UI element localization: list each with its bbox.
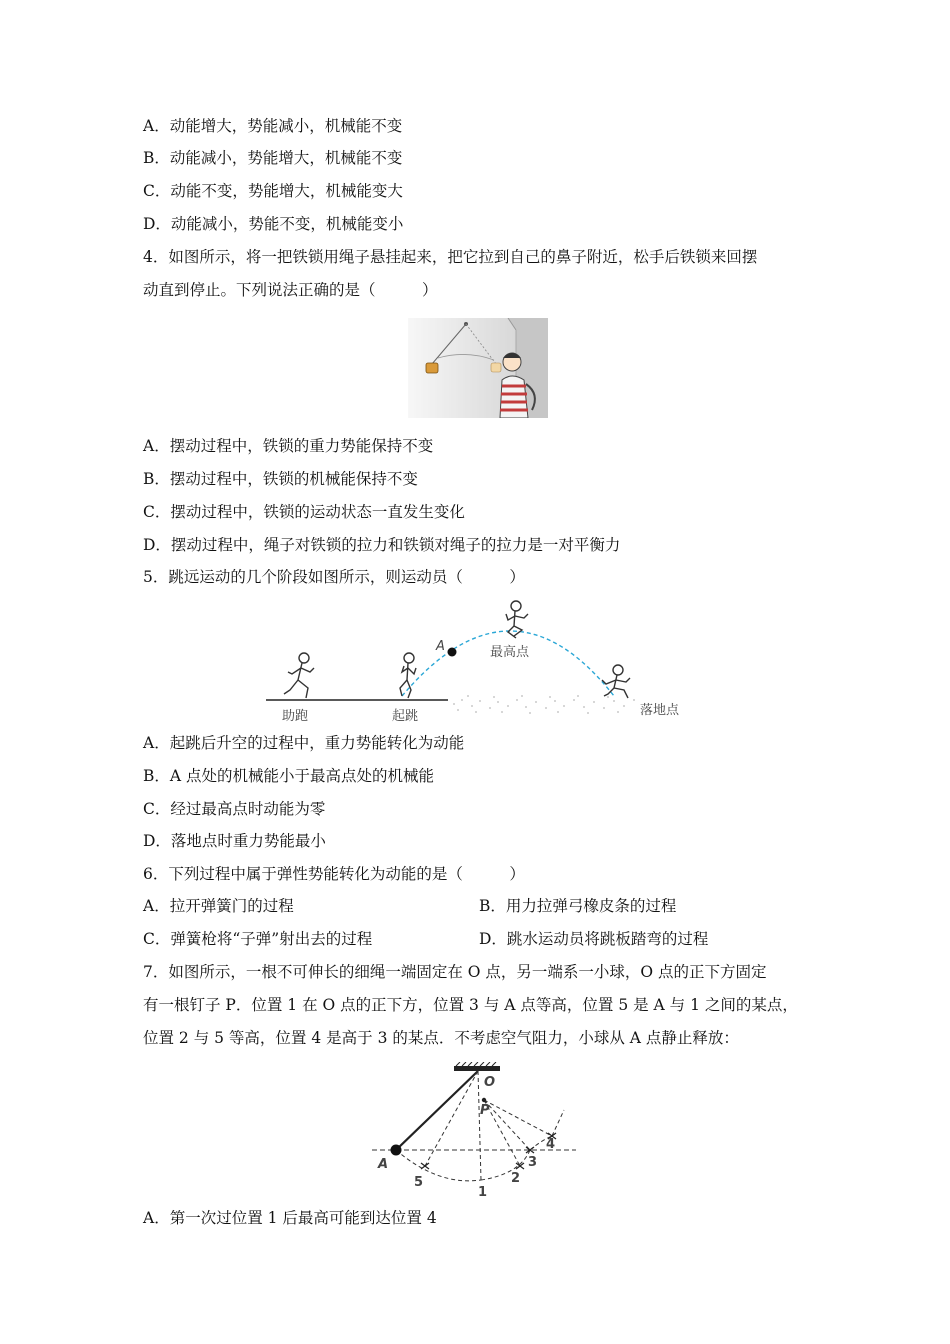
q7-stem-line1: 7．如图所示，一根不可伸长的细绳一端固定在 O 点，另一端系一小球，O 点的正下方固定 (143, 963, 767, 981)
q7-stem-line3: 位置 2 与 5 等高，位置 4 是高于 3 的某点．不考虑空气阻力，小球从 A 点静止释放： (143, 1029, 739, 1047)
q6-stem: 6．下列过程中属于弹性势能转化为动能的是（ ） (143, 865, 525, 883)
q7-label-1: 1 (478, 1185, 488, 1200)
q5-option-a: A．起跳后升空的过程中，重力势能转化为动能 (143, 734, 465, 752)
q5-option-b: B．A 点处的机械能小于最高点处的机械能 (143, 767, 435, 785)
q7-label-2: 2 (511, 1171, 521, 1186)
q5-figure-long-jump (262, 596, 692, 726)
q4-option-c: C．摆动过程中，铁锁的运动状态一直发生变化 (143, 503, 465, 521)
q7-label-4: 4 (546, 1137, 556, 1152)
q5-stem: 5．跳远运动的几个阶段如图所示，则运动员（ ） (143, 568, 525, 586)
q4-option-a: A．摆动过程中，铁锁的重力势能保持不变 (143, 437, 434, 455)
landing-stick-figure (602, 665, 630, 698)
q6-option-c: C．弹簧枪将“子弹”射出去的过程 (143, 930, 373, 948)
q5-label-landing: 落地点 (640, 703, 680, 718)
q6-option-d: D．跳水运动员将跳板踏弯的过程 (479, 930, 709, 948)
q6-option-a: A．拉开弹簧门的过程 (143, 897, 294, 915)
q7-stem-line2: 有一根钉子 P．位置 1 在 O 点的正下方，位置 3 与 A 点等高，位置 5 是 A 与 1 之间的某点， (143, 996, 798, 1014)
q4-stem-line2: 动直到停止。下列说法正确的是（ ） (143, 281, 438, 299)
q3-option-d: D．动能减小，势能不变，机械能变小 (143, 215, 404, 233)
q7-label-o: O (484, 1075, 496, 1090)
takeoff-stick-figure (400, 653, 416, 698)
q5-option-c: C．经过最高点时动能为零 (143, 800, 326, 818)
q5-label-takeoff: 起跳 (392, 709, 419, 724)
q7-label-5: 5 (414, 1175, 424, 1190)
runner-stick-figure (284, 653, 314, 698)
q3-option-a: A．动能增大，势能减小，机械能不变 (143, 117, 403, 135)
q7-label-3: 3 (528, 1155, 538, 1170)
q7-label-a: A (378, 1157, 389, 1172)
q4-option-d: D．摆动过程中，绳子对铁锁的拉力和铁锁对绳子的拉力是一对平衡力 (143, 536, 621, 554)
q7-option-a: A．第一次过位置 1 后最高可能到达位置 4 (143, 1209, 437, 1227)
q4-stem-line1: 4．如图所示，将一把铁锁用绳子悬挂起来，把它拉到自己的鼻子附近，松手后铁锁来回摆 (143, 248, 758, 266)
q5-label-a: A (436, 639, 445, 654)
highest-stick-figure (506, 601, 528, 638)
q5-option-d: D．落地点时重力势能最小 (143, 832, 326, 850)
q6-option-b: B．用力拉弹弓橡皮条的过程 (479, 897, 677, 915)
q7-figure-pendulum (370, 1062, 580, 1202)
q5-label-run: 助跑 (282, 709, 309, 724)
q5-label-highest: 最高点 (490, 645, 530, 660)
q3-option-b: B．动能减小，势能增大，机械能不变 (143, 149, 403, 167)
q4-figure-iron-lock-pendulum (408, 318, 548, 418)
q3-option-c: C．动能不变，势能增大，机械能变大 (143, 182, 403, 200)
q4-option-b: B．摆动过程中，铁锁的机械能保持不变 (143, 470, 418, 488)
q7-label-p: P (480, 1103, 490, 1118)
